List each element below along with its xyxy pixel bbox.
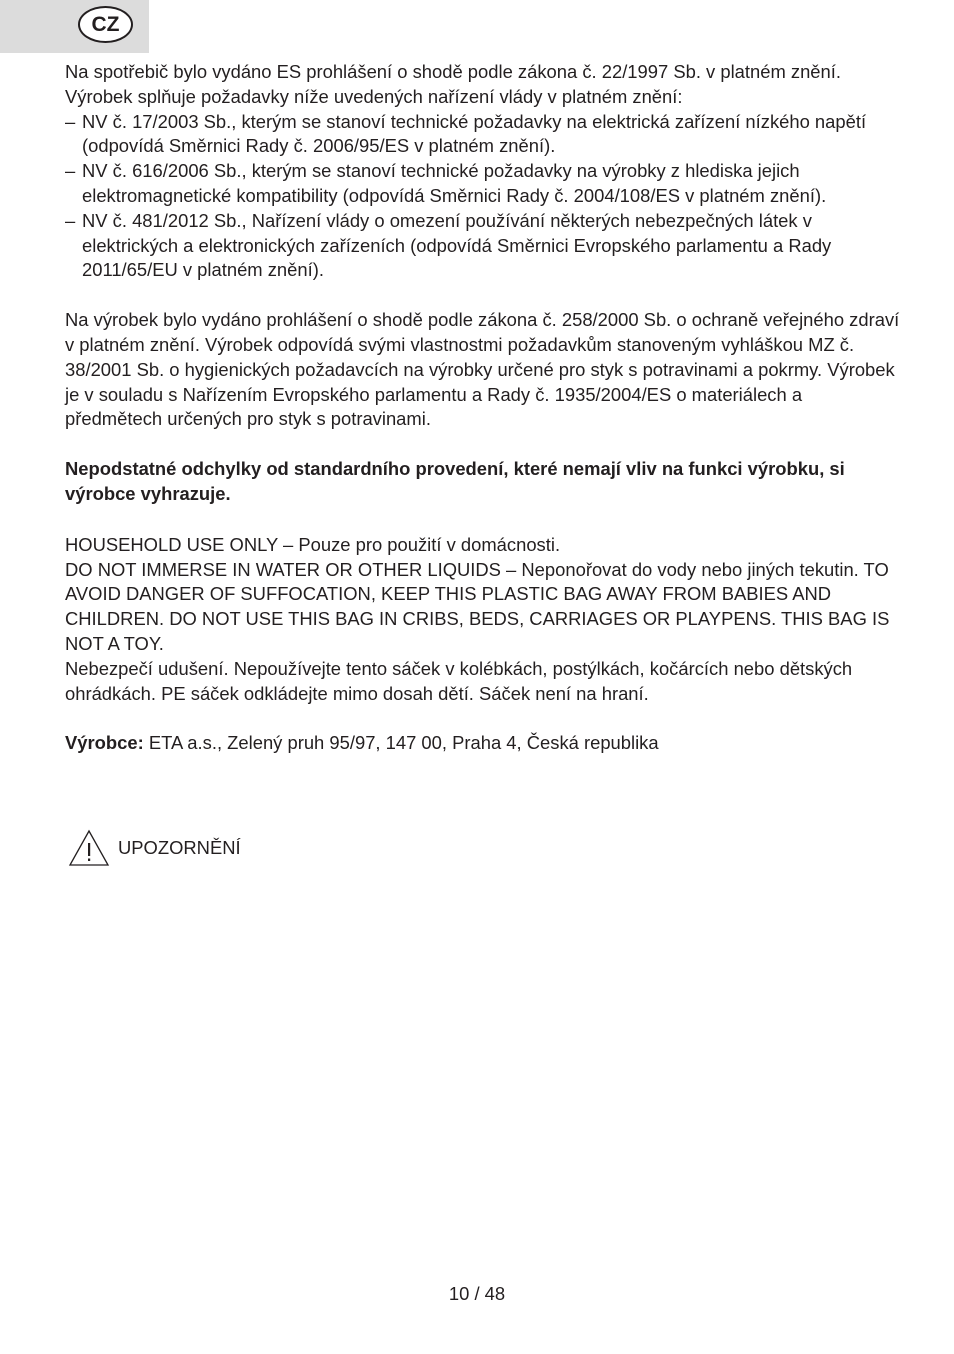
warning-triangle-icon xyxy=(68,829,110,867)
warning-heading xyxy=(68,828,241,868)
manufacturer-value: ETA a.s., Zelený pruh 95/97, 147 00, Praha 4, Česká republika xyxy=(143,732,659,754)
regulation-item: – NV č. 17/2003 Sb., kterým se stanoví technické požadavky na elektrická zařízení nízkého napětí (odpovídá Směrnici Rady č. 2006/95/ES v platném znění). xyxy=(65,110,867,157)
food-contact-paragraph: Na výrobek bylo vydáno prohlášení o shodě podle zákona č. 258/2000 Sb. o ochraně veřejného zdraví v platném znění. Výrobek odpovídá svými vlastnostmi požadavkům stanoveným vyhláškou MZ č. 38/2001 Sb. o hygienických požadavcích na výrobky určené pro styk s potravinami a pokrmy. Výrobek je v souladu s Nařízením Evropského parlamentu a Rady č. 1935/2004/ES o materiálech a předmětech určených pro styk s potravinami. xyxy=(65,309,900,430)
page-number: 10 / 48 xyxy=(448,1283,506,1304)
regulation-item: – NV č. 616/2006 Sb., kterým se stanoví technické požadavky na výrobky z hlediska jejich elektromagnetické kompatibility (odpovídá Směrnici Rady č. 2004/108/ES v platném znění). xyxy=(65,160,827,206)
immersion-warning: DO NOT IMMERSE IN WATER OR OTHER LIQUIDS – Neponořovat do vody nebo jiných tekutin. TO AVOID DANGER OF SUFFOCATION, KEEP THIS PLASTIC BAG AWAY FROM BABIES AND CHILDREN. DO NOT USE THIS BAG IN CRIBS, BEDS, CARRIAGES OR PLAYPENS. THIS BAG IS NOT A TOY. xyxy=(65,558,890,654)
suffocation-warning: Nebezpečí udušení. Nepoužívejte tento sáček v kolébkách, postýlkách, kočárcích nebo dětských ohrádkách. PE sáček odkládejte mimo dosah dětí. Sáček není na hraní. xyxy=(65,657,853,704)
document-body xyxy=(65,60,900,756)
language-badge: CZ xyxy=(78,6,133,43)
conformity-intro: Na spotřebič bylo vydáno ES prohlášení o shodě podle zákona č. 22/1997 Sb. v platném znění. Výrobek splňuje požadavky níže uvedených nařízení vlády v platném znění: xyxy=(65,61,841,107)
deviation-note: Nepodstatné odchylky od standardního provedení, které nemají vliv na funkci výrobku, si výrobce vyhrazuje. xyxy=(65,458,845,504)
household-use-line: HOUSEHOLD USE ONLY – Pouze pro použití v domácnosti. xyxy=(65,533,561,555)
language-tab xyxy=(0,0,149,53)
manufacturer-line xyxy=(65,731,900,756)
manufacturer-label: Výrobce: xyxy=(65,732,144,754)
warning-label: UPOZORNĚNÍ xyxy=(118,837,241,858)
regulation-item: – NV č. 481/2012 Sb., Nařízení vlády o omezení používání některých nebezpečných látek v elektrických a elektronických zařízeních (odpovídá Směrnici Evropského parlamentu a Rady 2011/65/EU v platném znění). xyxy=(65,209,832,281)
